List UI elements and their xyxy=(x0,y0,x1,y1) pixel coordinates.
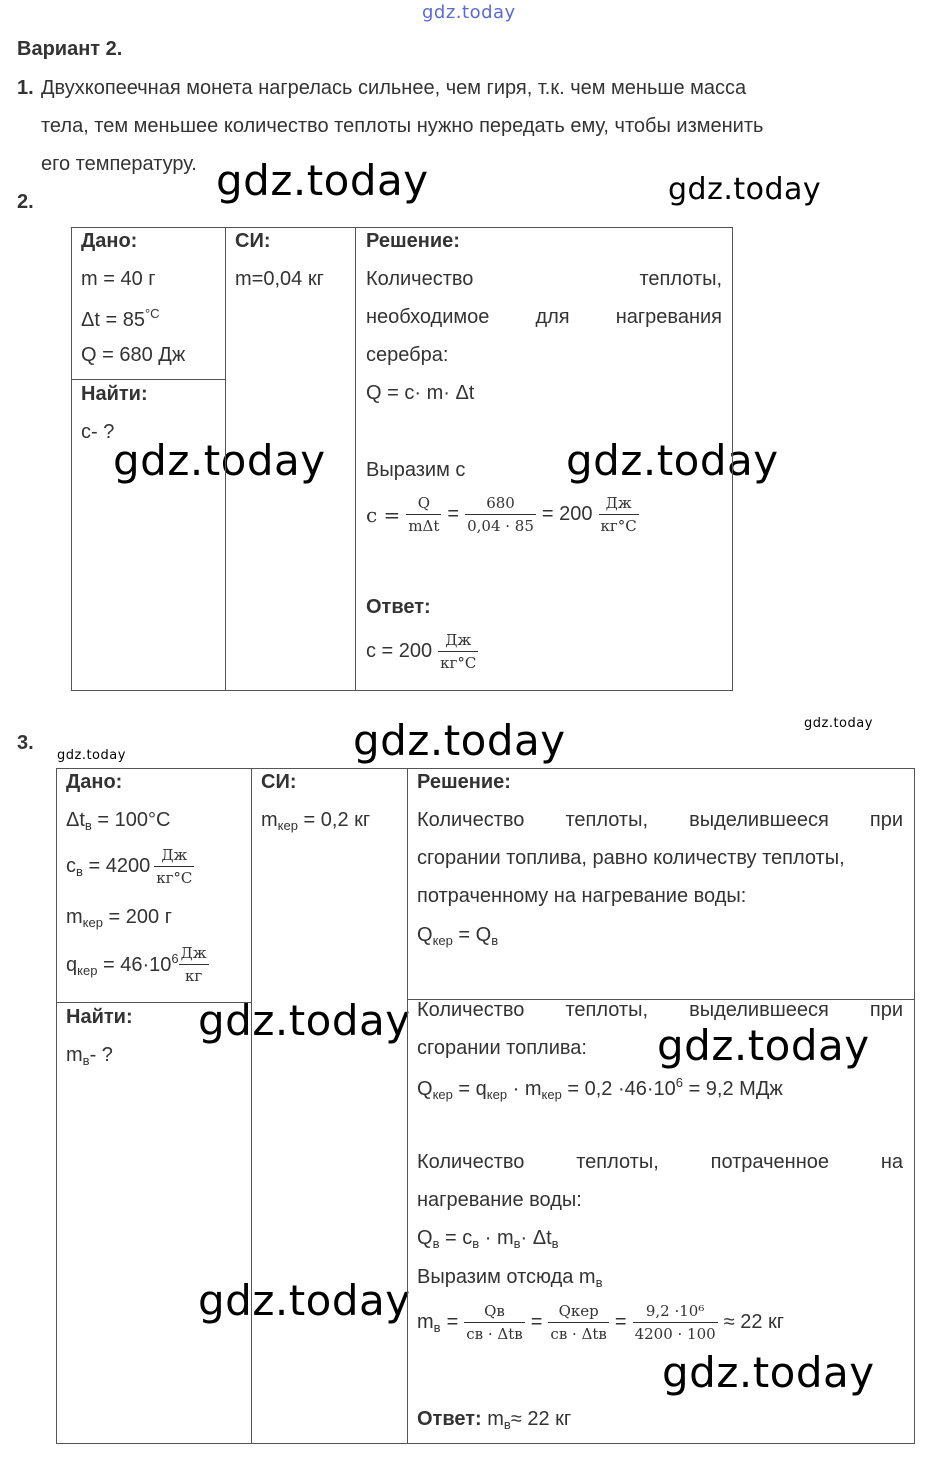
task2-solution-header: Решение: xyxy=(366,230,460,252)
task1-line: Двухкопеечная монета нагрелась сильнее, чем гиря, т.к. чем меньше масса xyxy=(41,77,747,99)
watermark: gdz.today xyxy=(57,748,126,763)
fraction: $\frac{\text{Qкер}}{\text{cв · Δtв}}$ xyxy=(550,1302,607,1343)
task2-solution-line: серебра: xyxy=(366,344,449,366)
task3-si-cell xyxy=(251,768,408,1444)
task2-solution-line: Количество теплоты, xyxy=(366,268,722,290)
task2-given-mass: m = 40 г xyxy=(81,268,156,290)
task1-number: 1. xyxy=(17,77,34,99)
variant-title: Вариант 2. xyxy=(17,38,123,60)
task3-equation: $Q_{кер} = Q_в$ xyxy=(417,924,499,948)
watermark: gdz.today xyxy=(668,172,822,207)
watermark: gdz.today xyxy=(353,716,566,765)
task3-solution-line: Количество теплоты, выделившееся при xyxy=(417,809,903,831)
task3-given-header: Дано: xyxy=(66,771,123,793)
task2-number: 2. xyxy=(17,191,34,213)
watermark: gdz.today xyxy=(657,1021,870,1070)
task3-solution-header: Решение: xyxy=(417,771,511,793)
task2-si-cell xyxy=(225,227,356,691)
watermark: gdz.today xyxy=(422,2,516,23)
task3-find-cell xyxy=(56,1002,252,1444)
task1-line: его температуру. xyxy=(41,153,197,175)
task2-find-header: Найти: xyxy=(81,383,148,405)
task3-equation: $Q_в = c_в \cdot m_в\cdot \Delta t_в$ xyxy=(417,1227,559,1251)
task3-find-value: $m_в-$ ? xyxy=(66,1044,113,1068)
watermark: gdz.today xyxy=(198,1276,411,1325)
task2-find-value: c- ? xyxy=(81,421,115,443)
task2-given-dt: $\Delta t = 85^{^\circ C}$ xyxy=(81,306,160,331)
task3-solution-line: Количество теплоты, выделившееся при xyxy=(417,999,903,1021)
task3-solution-line: Количество теплоты, потраченное на xyxy=(417,1151,903,1173)
unit-fraction: $\frac{Дж}{кг^\circ C}$ xyxy=(156,846,193,887)
watermark: gdz.today xyxy=(566,436,779,485)
task2-calculation: c = $\frac{Q}{\text{mΔt}}$ = $\frac{680}{0,04 \cdot 85}$ = 200 $\frac{Дж}{кг^\circ C}$ xyxy=(366,494,637,535)
task3-solution-line: сгорании топлива: xyxy=(417,1037,587,1059)
task3-solution-line: сгорании топлива, равно количеству теплоты, xyxy=(417,847,845,869)
task1-line: тела, тем меньшее количество теплоты нужно передать ему, чтобы изменить xyxy=(41,115,764,137)
task2-answer: c = 200 $\frac{Дж}{кг^\circ C}$ xyxy=(366,631,477,672)
task3-solution-cell xyxy=(407,999,915,1444)
task2-si-header: СИ: xyxy=(235,230,271,252)
watermark: gdz.today xyxy=(113,436,326,485)
task3-given-q: $q_{кер} = 46\cdot 10^6$ $\frac{Дж}{кг}$ xyxy=(66,944,207,985)
task2-answer-header: Ответ: xyxy=(366,596,431,618)
fraction: $\frac{Q}{\text{mΔt}}$ xyxy=(408,494,440,535)
task2-formula: Q = c· m· Δt xyxy=(366,382,475,404)
task3-equation: $Q_{кер} = q_{кер} \cdot m_{кер} = 0,2 \cdot 46\cdot 10^6 = 9,2$ МДж xyxy=(417,1075,783,1102)
unit-fraction: $\frac{Дж}{кг^\circ C}$ xyxy=(600,494,637,535)
task2-si-value: m=0,04 кг xyxy=(235,268,324,290)
task3-answer: Ответ: $m_в\approx 22$ кг xyxy=(417,1408,572,1432)
task3-number: 3. xyxy=(17,732,34,754)
watermark: gdz.today xyxy=(198,996,411,1045)
task2-given-q: Q = 680 Дж xyxy=(81,344,186,366)
task2-express: Выразим с xyxy=(366,459,466,481)
task3-final-calculation: $m_в$ = $\frac{Qв}{\text{cв · Δtв}}$ = $\frac{\text{Qкер}}{\text{cв · Δtв}}$ = $\frac{\text{9,2 ·10⁶}}{4200 \cdot 100}$ ≈ 22 кг xyxy=(417,1302,785,1343)
task3-given-c: $c_в = 4200$ $\frac{Дж}{кг^\circ C}$ xyxy=(66,846,193,887)
watermark: gdz.today xyxy=(804,716,873,731)
task3-solution-line: потраченному на нагревание воды: xyxy=(417,885,747,907)
watermark: gdz.today xyxy=(216,156,429,205)
task2-solution-line: необходимое для нагревания xyxy=(366,306,722,328)
task3-si-header: СИ: xyxy=(261,771,297,793)
task2-given-header: Дано: xyxy=(81,230,138,252)
fraction: $\frac{\text{9,2 ·10⁶}}{4200 \cdot 100}$ xyxy=(634,1302,716,1343)
task3-solution-line: нагревание воды: xyxy=(417,1189,582,1211)
fraction: $\frac{Qв}{\text{cв · Δtв}}$ xyxy=(466,1302,523,1343)
task3-si-value: $m_{кер} = 0,2$ кг xyxy=(261,809,371,833)
task3-find-header: Найти: xyxy=(66,1006,133,1028)
task3-solution-cell xyxy=(407,768,915,1000)
task3-given-dt: $\Delta t_в = 100^\circ C$ xyxy=(66,809,171,833)
task3-given-m: $m_{кер} = 200$ г xyxy=(66,906,172,930)
task3-express: Выразим отсюда $m_в$ xyxy=(417,1266,603,1290)
fraction: $\frac{680}{0,04 \cdot 85}$ xyxy=(467,494,534,535)
unit-fraction: $\frac{Дж}{кг}$ xyxy=(180,944,207,985)
unit-fraction: $\frac{Дж}{кг^\circ C}$ xyxy=(440,631,477,672)
watermark: gdz.today xyxy=(662,1348,875,1397)
